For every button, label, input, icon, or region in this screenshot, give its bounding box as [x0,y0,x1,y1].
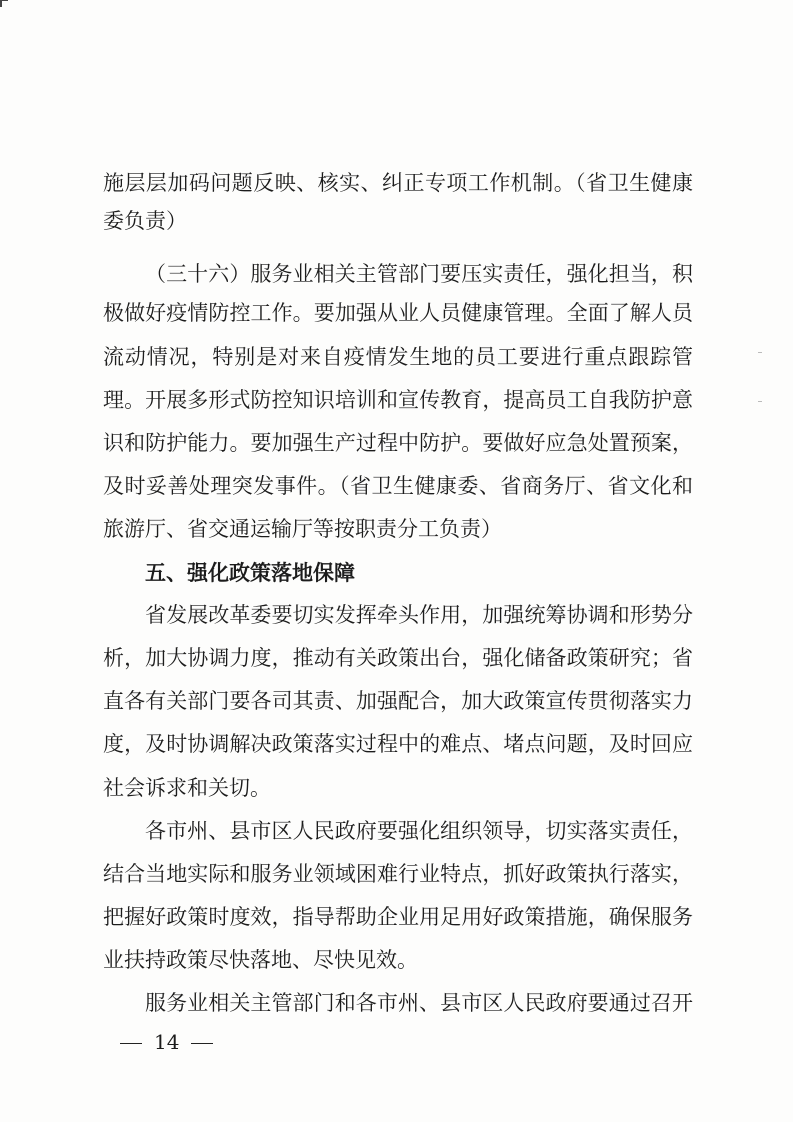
page-number [120,1027,213,1057]
text-line: 及时妥善处理突发事件。（省卫生健康委、省商务厅、省文化和 [103,474,693,498]
text-line: 结合当地实际和服务业领域困难行业特点，抓好政策执行落实， [103,862,693,886]
text-line: 析，加大协调力度，推动有关政策出台，强化储备政策研究；省 [103,646,693,670]
text-line: 理。开展多形式防控知识培训和宣传教育，提高员工自我防护意 [103,388,693,412]
text-line: （三十六）服务业相关主管部门要压实责任，强化担当，积 [145,262,693,286]
text-line: 施层层加码问题反映、核实、纠正专项工作机制。（省卫生健康 [103,171,693,195]
text-line: 识和防护能力。要加强生产过程中防护。要做好应急处置预案， [103,431,693,455]
text-line: 把握好政策时度效，指导帮助企业用足用好政策措施，确保服务 [103,905,693,929]
scan-corner-edge [0,0,8,7]
text-line: 极做好疫情防控工作。要加强从业人员健康管理。全面了解人员 [103,301,693,325]
text-line: 社会诉求和关切。 [103,776,271,800]
page-number-dash-right [191,1043,213,1044]
text-line: 服务业相关主管部门和各市州、县市区人民政府要通过召开 [145,991,693,1015]
text-line: 各市州、县市区人民政府要强化组织领导，切实落实责任， [145,819,693,843]
text-line: 旅游厅、省交通运输厅等按职责分工负责） [103,517,502,541]
scan-mark [758,401,762,402]
text-line: 业扶持政策尽快落地、尽快见效。 [103,948,418,972]
text-line: 省发展改革委要切实发挥牵头作用，加强统筹协调和形势分 [145,603,693,627]
section-heading: 五、强化政策落地保障 [145,561,355,585]
page-number-value: 14 [154,1030,180,1054]
text-line: 流动情况，特别是对来自疫情发生地的员工要进行重点跟踪管 [103,345,693,369]
text-line: 直各有关部门要各司其责、加强配合，加大政策宣传贯彻落实力 [103,689,693,713]
scan-mark [758,352,762,353]
text-line: 度，及时协调解决政策落实过程中的难点、堵点问题，及时回应 [103,732,693,756]
page-number-dash-left [120,1043,142,1044]
text-line: 委负责） [103,209,187,233]
